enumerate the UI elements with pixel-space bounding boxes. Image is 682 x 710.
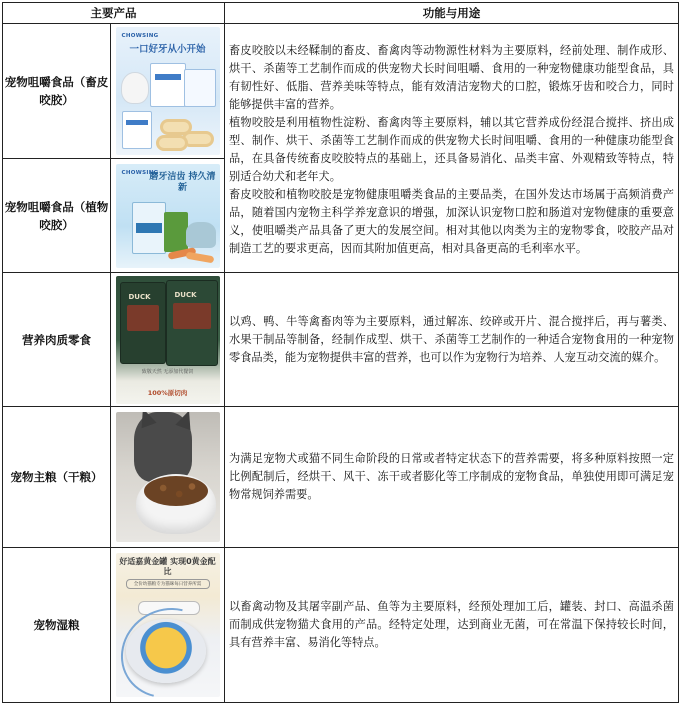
puppy-illustration — [122, 73, 148, 103]
description-paragraph: 畜皮咬胶以未经鞣制的畜皮、畜禽肉等动物源性材料为主要原料，经前处理、制作成形、烘干、杀菌等工艺制作而成的供宠物犬长时间咀嚼、食用的一种宠物健康功能型食品，具有韧性好、低脂、营养美味等特点，能有效清洁宠物犬的口腔，锻炼牙齿和咬合力，同时能够提供丰富的营养。 — [229, 44, 674, 111]
meat-snack-product-image — [116, 276, 220, 404]
product-table — [2, 2, 679, 703]
image-title: 好适嘉黄金罐 实现0黄金配比 — [119, 557, 216, 576]
bag-label: DUCK — [174, 290, 197, 299]
chew-stick — [185, 251, 214, 263]
rawhide-chew-product-image — [116, 27, 220, 155]
image-slogan: 一口好牙从小开始 — [129, 44, 206, 55]
product-name: 宠物咀嚼食品（畜皮咬胶） — [3, 24, 111, 159]
package-box — [150, 63, 186, 107]
product-image-cell — [111, 159, 225, 273]
description-paragraph: 植物咬胶是利用植物性淀粉、畜禽肉等主要原料，辅以其它营养成份经混合搅拌、挤出成型、制作、烘干、杀菌等工艺制作而成的供宠物犬长时间咀嚼、食用的一种健康功能型食品，在具备传统畜皮咬胶特点的基础上，还具备易消化、品类丰富、外观精致等特点，特别适合幼犬和老年犬。 — [229, 116, 674, 183]
food-can — [126, 619, 206, 683]
product-name: 宠物咀嚼食品（植物咬胶） — [3, 159, 111, 273]
description-paragraph: 畜皮咬胶和植物咬胶是宠物健康咀嚼类食品的主要品类，在国外发达市场属于高频消费产品，随着国内宠物主科学养宠意识的增强，加深认识宠物口腔和肠道对宠物健康的重要意义，使咀嚼类产品具备了更大的发展空间。相对其他以肉类为主的宠物零食，咬胶产品对制造工艺的要求更高，因而其附加值更高，相对具备更高的毛利率水平。 — [229, 188, 674, 255]
product-description: 以畜禽动物及其屠宰副产品、鱼等为主要原料，经预处理加工后，罐装、封口、高温杀菌而制成供宠物猫犬食用的产品。经特定处理，达到商业无菌，可在常温下保持较长时间，具有营养丰富、易消化等特点。 — [225, 548, 679, 703]
package-bag — [164, 212, 188, 252]
product-description: 以鸡、鸭、牛等禽畜肉等为主要原料，通过解冻、绞碎或开片、混合搅拌后，再与薯类、水果干制品等制备，经制作成型、烘干、杀菌等工艺制作的一种适合宠物食用的一种宠物零食品类，能为宠物提供丰富的营养，也可以作为宠物行为培养、人宠互动交流的媒介。 — [225, 273, 679, 407]
kibble — [144, 476, 208, 506]
snack-bag — [166, 280, 218, 366]
brand-logo: CHOWSING — [121, 169, 159, 176]
plant-chew-product-image — [116, 164, 220, 268]
brand-logo: CHOWSING — [121, 33, 159, 39]
bag-label: DUCK — [128, 292, 151, 301]
package-box — [122, 111, 152, 149]
product-description: 为满足宠物犬或猫不同生命阶段的日常或者特定状态下的营养需要，将多种原料按照一定比例配制后，经烘干、风干、冻干或者膨化等工序制成的宠物食品，单独使用即可满足宠物常规饲养需要。 — [225, 407, 679, 548]
table-row — [3, 24, 679, 159]
package-box — [184, 69, 216, 107]
wet-food-product-image — [116, 553, 220, 697]
table-row — [3, 273, 679, 407]
snack-bag — [120, 282, 166, 364]
image-footer: 100%原切肉 — [147, 388, 188, 397]
product-name: 宠物主粮（干粮） — [3, 407, 111, 548]
tree-decoration — [186, 222, 216, 248]
table-header-row — [3, 3, 679, 24]
package-bag — [132, 202, 166, 254]
product-image-cell — [111, 548, 225, 703]
table-row — [3, 548, 679, 703]
product-image-cell — [111, 24, 225, 159]
product-image-cell — [111, 407, 225, 548]
table-row — [3, 407, 679, 548]
header-product: 主要产品 — [3, 3, 225, 24]
product-image-cell — [111, 273, 225, 407]
product-name: 营养肉质零食 — [3, 273, 111, 407]
product-name: 宠物湿粮 — [3, 548, 111, 703]
chew-ring — [156, 135, 188, 151]
image-subtitle: 全价幼猫粮专为猫咪每日营养所需 — [126, 579, 210, 589]
header-function: 功能与用途 — [225, 3, 679, 24]
product-description — [225, 24, 679, 273]
image-caption: 致敬天然 无添加代餐饲 — [141, 368, 194, 375]
image-slogan: 磨牙洁齿 持久清新 — [149, 171, 216, 193]
dry-food-product-image — [116, 412, 220, 542]
